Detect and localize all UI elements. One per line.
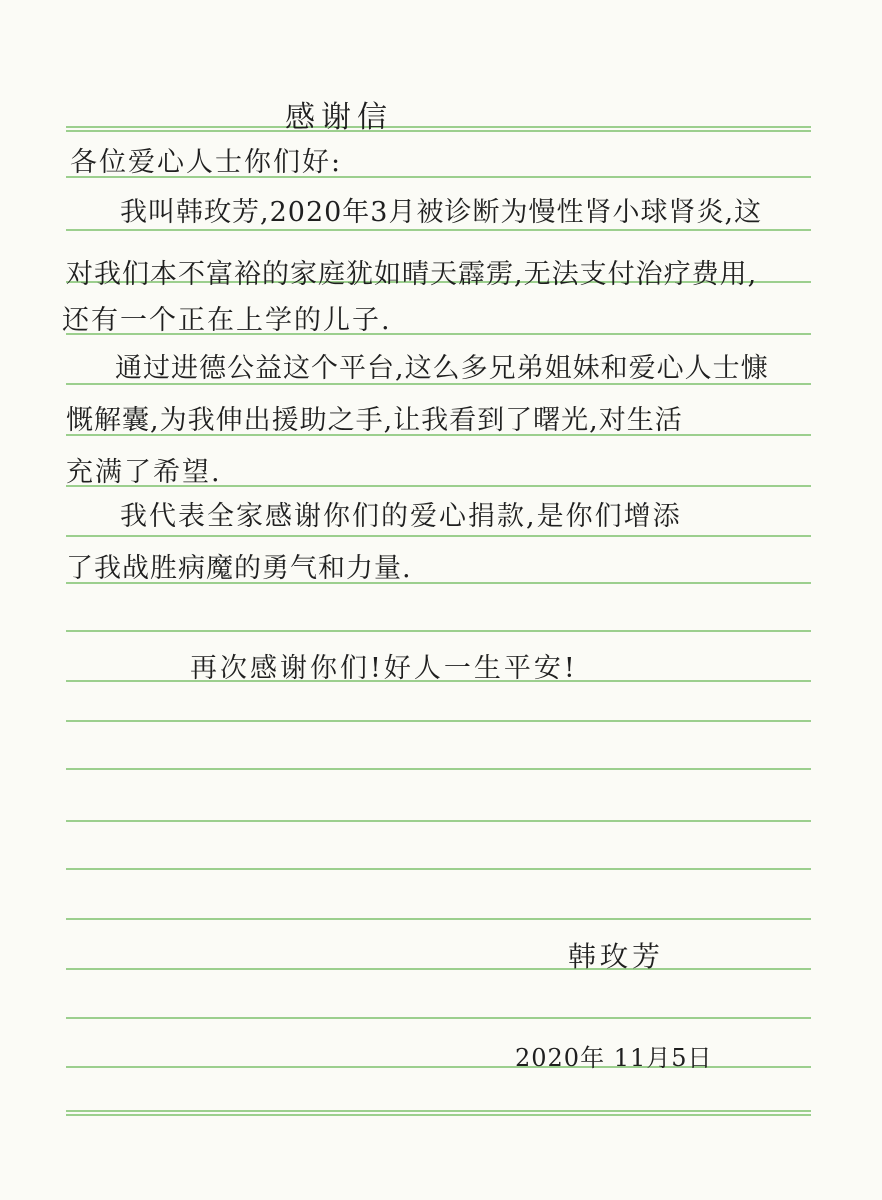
letter-closing: 再次感谢你们!好人一生平安!: [190, 653, 578, 684]
paragraph-1-line-1: 我叫韩玫芳,2020年3月被诊断为慢性肾小球肾炎,这: [120, 197, 763, 228]
ruled-line: [66, 1110, 811, 1112]
paragraph-3-line-1: 我代表全家感谢你们的爱心捐款,是你们增添: [120, 501, 682, 532]
ruled-line: [66, 918, 811, 920]
ruled-line: [66, 535, 811, 537]
ruled-line: [66, 820, 811, 822]
letter-signature: 韩玫芳: [568, 940, 665, 973]
ruled-line: [66, 126, 811, 128]
paragraph-2-line-1: 通过进德公益这个平台,这么多兄弟姐妹和爱心人士慷: [115, 353, 769, 384]
paragraph-1-line-2: 对我们本不富裕的家庭犹如晴天霹雳,无法支付治疗费用,: [66, 259, 758, 290]
ruled-line: [66, 968, 811, 970]
ruled-line: [66, 229, 811, 231]
paragraph-2-line-2: 慨解囊,为我伸出援助之手,让我看到了曙光,对生活: [66, 405, 683, 436]
letter-greeting: 各位爱心人士你们好:: [70, 147, 343, 178]
paragraph-2-line-3: 充满了希望.: [66, 457, 222, 488]
ruled-line: [66, 720, 811, 722]
letter-date: 2020年 11月5日: [515, 1044, 713, 1072]
ruled-line: [66, 630, 811, 632]
ruled-line: [66, 768, 811, 770]
letter-title: 感谢信: [285, 100, 393, 135]
ruled-line: [66, 1017, 811, 1019]
paragraph-1-line-3: 还有一个正在上学的儿子.: [62, 305, 392, 336]
paragraph-3-line-2: 了我战胜病魔的勇气和力量.: [66, 553, 412, 584]
ruled-line: [66, 868, 811, 870]
